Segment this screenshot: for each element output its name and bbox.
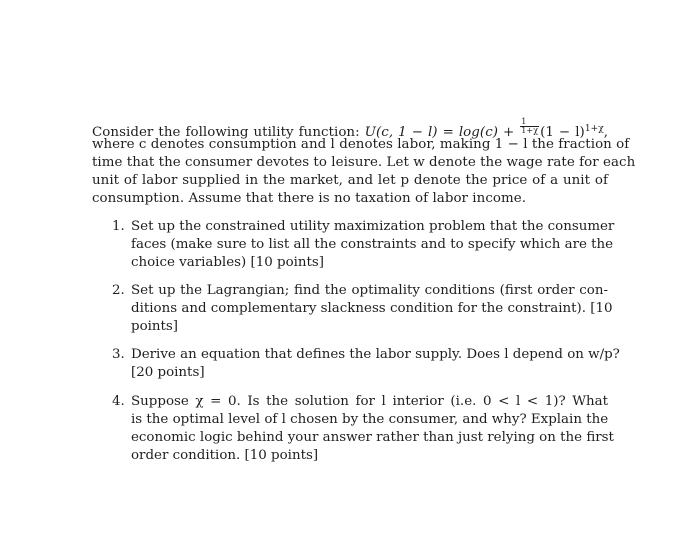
intro-line-2: where c denotes consumption and l denotes labor, making 1 − l the fraction of — [92, 137, 630, 153]
question-text: Derive an equation that defines the labor supply. Does l depend on w/p? [20 points] — [131, 347, 620, 381]
question-text: Set up the Lagrangian; find the optimality conditions (first order con- ditions and complementary slackness condition for the constraint). [10 points] — [131, 283, 613, 335]
question-number: 3. — [112, 347, 125, 362]
intro-line-3: time that the consumer devotes to leisure. Let w denote the wage rate for each — [92, 155, 636, 171]
question-number: 2. — [112, 283, 125, 298]
fraction: $\frac{1}{1+\chi}$ — [521, 117, 539, 135]
question-number: 4. — [112, 394, 125, 409]
intro-line-4: unit of labor supplied in the market, and let p denote the price of a unit of — [92, 173, 608, 189]
question-text: Set up the constrained utility maximization problem that the consumer faces (make sure to list all the constraints and to specify which are the choice variables) [10 points] — [131, 219, 615, 271]
question-number: 1. — [112, 219, 125, 234]
intro-line-1: Consider the following utility function: U(c, 1 − l) = log(c) + $\frac{1}{1+\chi}$ $(1 - l)^{1+\chi}$, — [92, 117, 609, 140]
intro-line-5: consumption. Assume that there is no taxation of labor income. — [92, 191, 527, 207]
intro-paragraph — [92, 117, 636, 208]
question-text: Suppose χ = 0. Is the solution for l interior (i.e. 0 < l < 1)? What is the optimal level of l chosen by the consumer, and why? Explain the economic logic behind your answer rather than just relying on the first order condition. [10 points] — [131, 394, 614, 464]
